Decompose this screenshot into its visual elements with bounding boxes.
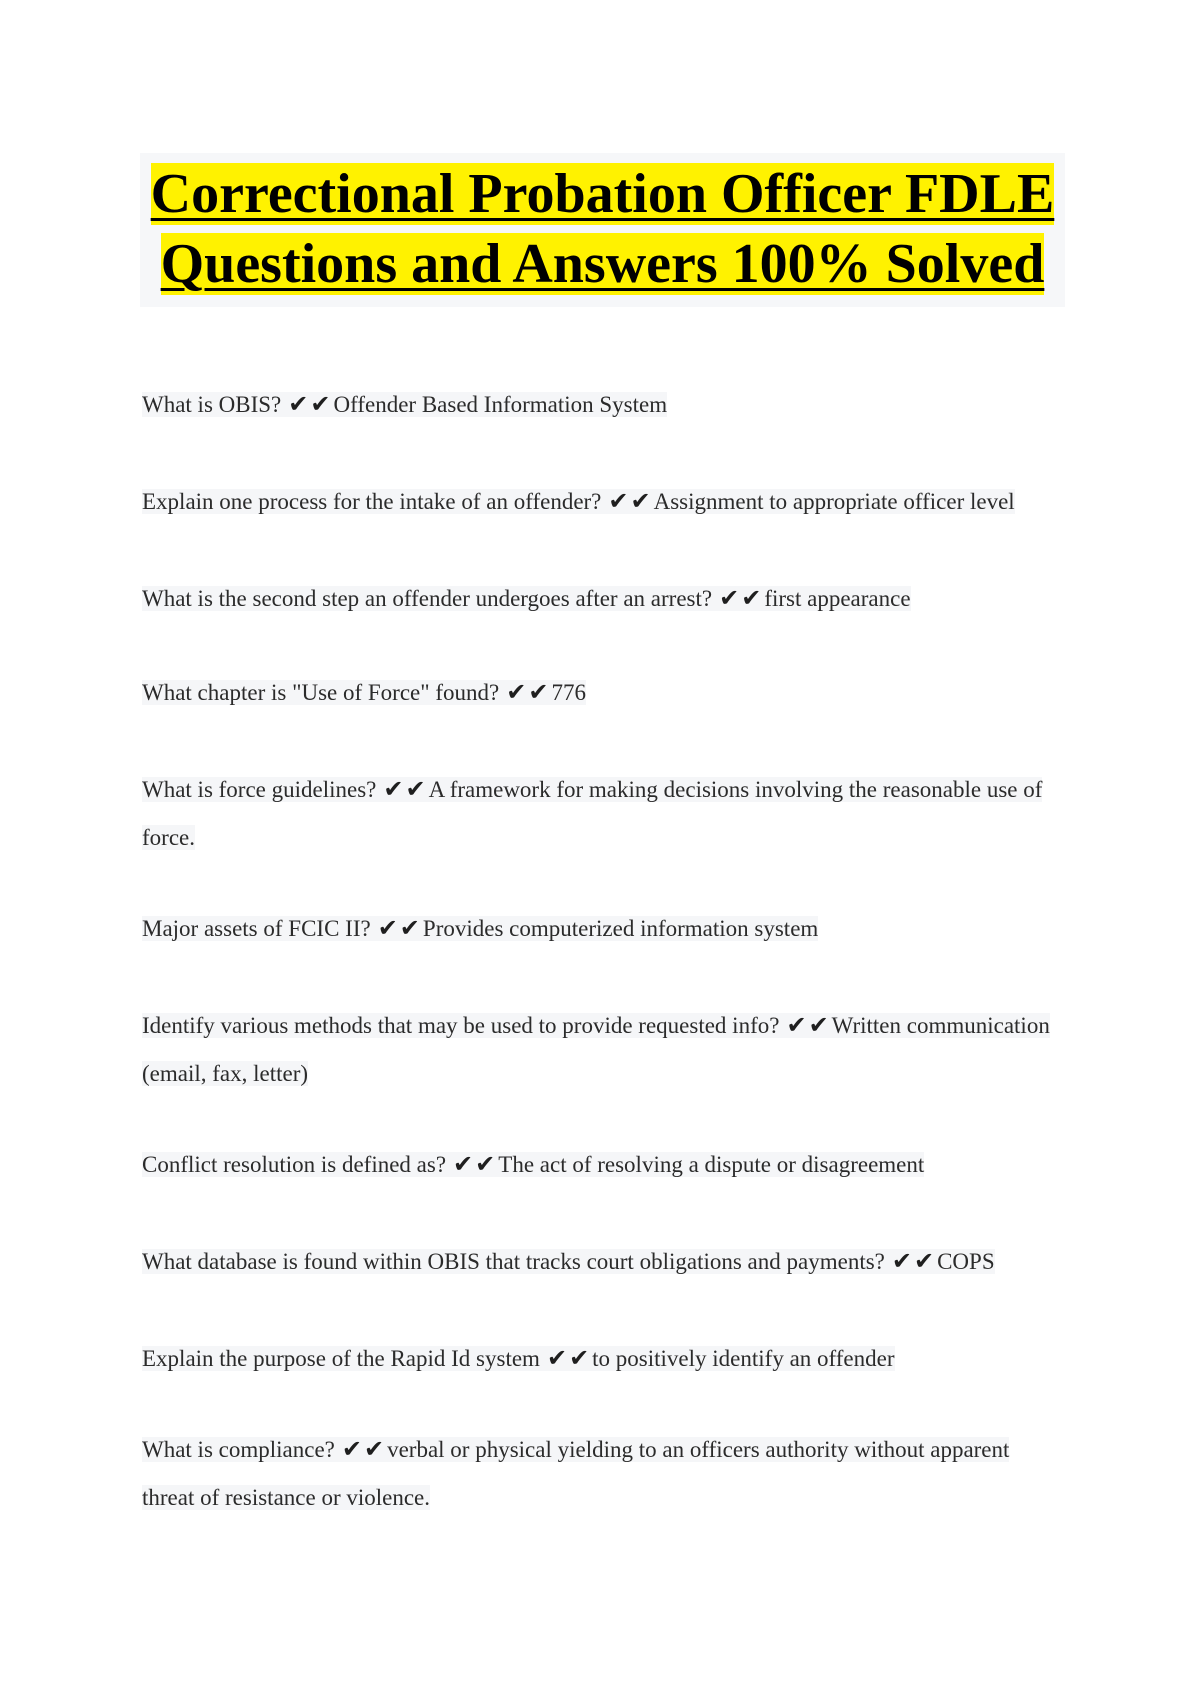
qa-text	[142, 586, 911, 611]
answer-text: verbal or physical yielding to an officers authority without apparent threat of resistance or violence.	[142, 1437, 1010, 1510]
answer-text: The act of resolving a dispute or disagreement	[498, 1152, 925, 1177]
check-mark-icon: ✔	[453, 1150, 474, 1178]
answer-marker	[607, 489, 651, 514]
qa-text	[142, 1346, 895, 1371]
question-text: What database is found within OBIS that tracks court obligations and payments?	[142, 1249, 885, 1274]
answer-text: Provides computerized information system	[422, 916, 819, 941]
check-mark-icon: ✔	[377, 914, 398, 942]
qa-text	[142, 392, 667, 417]
qa-text	[142, 777, 1042, 850]
check-mark-icon: ✔	[741, 584, 762, 612]
check-mark-icon: ✔	[506, 678, 527, 706]
qa-item	[142, 904, 1062, 953]
qa-item	[142, 574, 1062, 623]
answer-marker	[287, 392, 331, 417]
qa-item	[142, 1001, 1062, 1098]
check-mark-icon: ✔	[608, 487, 629, 515]
answer-marker	[382, 777, 426, 802]
answer-text: Written communication (email, fax, letter)	[142, 1013, 1050, 1086]
check-mark-icon: ✔	[341, 1435, 362, 1463]
question-answer-list	[142, 380, 1062, 1522]
question-text: Explain the purpose of the Rapid Id system	[142, 1346, 540, 1371]
qa-item	[142, 1237, 1062, 1286]
check-mark-icon: ✔	[399, 914, 420, 942]
answer-text: Assignment to appropriate officer level	[653, 489, 1015, 514]
qa-item	[142, 765, 1062, 862]
answer-marker	[785, 1013, 829, 1038]
question-text: What chapter is "Use of Force" found?	[142, 680, 500, 705]
check-mark-icon: ✔	[310, 390, 331, 418]
qa-item	[142, 1425, 1062, 1522]
qa-text	[142, 680, 586, 705]
question-text: What is OBIS?	[142, 392, 282, 417]
check-mark-icon: ✔	[528, 678, 549, 706]
question-text: Explain one process for the intake of an offender?	[142, 489, 602, 514]
answer-marker	[377, 916, 421, 941]
answer-marker	[546, 1346, 590, 1371]
answer-text: A framework for making decisions involving the reasonable use of force.	[142, 777, 1043, 850]
answer-marker	[452, 1152, 496, 1177]
check-mark-icon: ✔	[630, 487, 651, 515]
title-line-1: Correctional Probation Officer FDLE	[150, 163, 1055, 225]
check-mark-icon: ✔	[913, 1247, 935, 1275]
check-mark-icon: ✔	[808, 1011, 829, 1039]
qa-text	[142, 489, 1015, 514]
check-mark-icon: ✔	[363, 1435, 385, 1463]
check-mark-icon: ✔	[891, 1247, 912, 1275]
check-mark-icon: ✔	[569, 1344, 590, 1372]
answer-marker	[891, 1249, 935, 1274]
check-mark-icon: ✔	[405, 775, 426, 803]
question-text: What is compliance?	[142, 1437, 335, 1462]
title-line-2: Questions and Answers 100% Solved	[160, 233, 1045, 295]
check-mark-icon: ✔	[719, 584, 740, 612]
document-title	[140, 153, 1065, 307]
check-mark-icon: ✔	[383, 775, 404, 803]
answer-text: first appearance	[764, 586, 911, 611]
question-text: What is the second step an offender undergoes after an arrest?	[142, 586, 713, 611]
answer-text: COPS	[937, 1249, 995, 1274]
answer-text: to positively identify an offender	[592, 1346, 895, 1371]
check-mark-icon: ✔	[475, 1150, 496, 1178]
qa-text	[142, 1249, 995, 1274]
question-text: Identify various methods that may be used to provide requested info?	[142, 1013, 780, 1038]
check-mark-icon: ✔	[546, 1344, 568, 1372]
qa-item	[142, 477, 1062, 526]
question-text: Conflict resolution is defined as?	[142, 1152, 447, 1177]
qa-item	[142, 668, 1062, 717]
check-mark-icon: ✔	[288, 390, 309, 418]
qa-item	[142, 380, 1062, 429]
qa-item	[142, 1334, 1062, 1383]
question-text: Major assets of FCIC II?	[142, 916, 371, 941]
check-mark-icon: ✔	[786, 1011, 807, 1039]
qa-text	[142, 1013, 1050, 1086]
answer-text: Offender Based Information System	[333, 392, 668, 417]
qa-item	[142, 1140, 1062, 1189]
question-text: What is force guidelines?	[142, 777, 377, 802]
qa-text	[142, 916, 818, 941]
qa-text	[142, 1437, 1009, 1510]
answer-marker	[341, 1437, 385, 1462]
answer-text: 776	[551, 680, 586, 705]
answer-marker	[505, 680, 549, 705]
qa-text	[142, 1152, 924, 1177]
answer-marker	[718, 586, 762, 611]
